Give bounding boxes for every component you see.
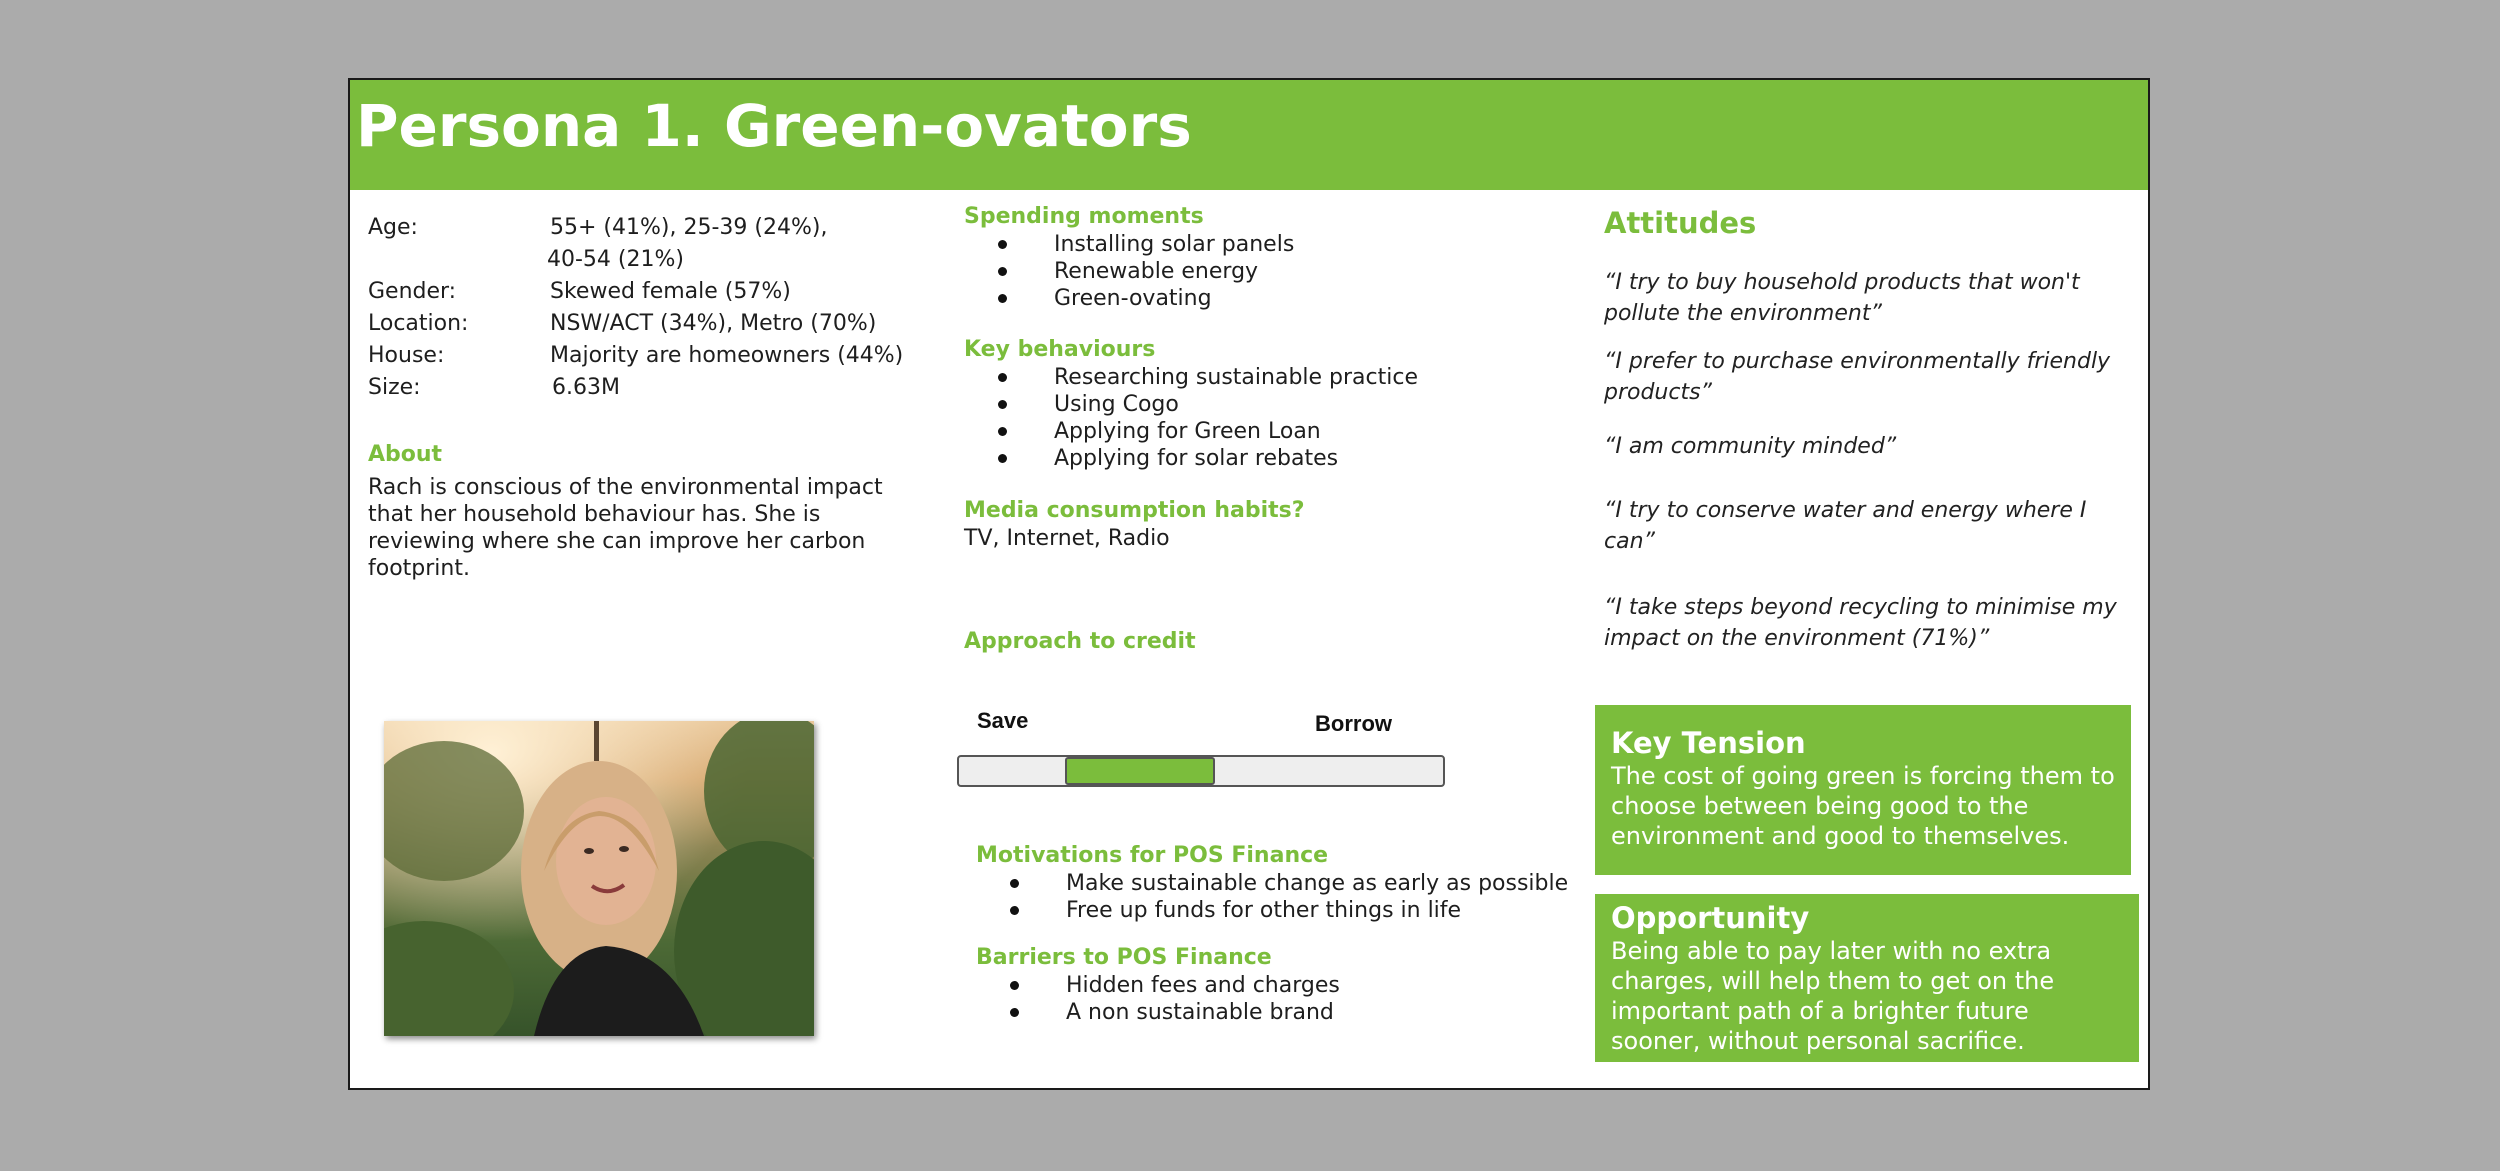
list-item: Make sustainable change as early as possible [976,870,1568,897]
list-item: Renewable energy [964,258,1294,285]
gender-label: Gender: [368,279,457,304]
opportunity-box [1595,894,2139,1062]
list-item: A non sustainable brand [976,999,1340,1026]
persona-photo [384,721,814,1036]
list-item: Researching sustainable practice [964,364,1418,391]
list-item: Free up funds for other things in life [976,897,1568,924]
credit-slider [957,755,1445,787]
motivations-list [976,870,1568,924]
key-tension-box [1595,705,2131,875]
behaviours-list [964,364,1418,472]
borrow-label: Borrow [1315,711,1392,736]
attitudes-heading: Attitudes [1604,206,1757,240]
size-value: 6.63M [552,375,620,400]
media-text: TV, Internet, Radio [964,526,1170,551]
persona-slide [348,78,2150,1090]
age-value-line1: 55+ (41%), 25-39 (24%), [550,215,828,240]
list-item: Using Cogo [964,391,1418,418]
list-item: Green-ovating [964,285,1294,312]
house-value: Majority are homeowners (44%) [550,343,904,368]
age-value-line2: 40-54 (21%) [547,247,684,272]
credit-heading: Approach to credit [964,629,1196,654]
gender-value: Skewed female (57%) [550,279,791,304]
media-heading: Media consumption habits? [964,498,1305,523]
title-bar [350,80,2148,190]
motivations-heading: Motivations for POS Finance [976,843,1329,868]
barriers-heading: Barriers to POS Finance [976,945,1272,970]
age-label: Age: [368,215,418,240]
about-heading: About [368,442,443,467]
page-title: Persona 1. Green-ovators [356,92,1192,160]
size-label: Size: [368,375,421,400]
attitude-quote: “I try to buy household products that won't pollute the environment” [1604,270,2080,326]
location-label: Location: [368,311,469,336]
house-label: House: [368,343,445,368]
location-value: NSW/ACT (34%), Metro (70%) [550,311,877,336]
key-tension-heading: Key Tension [1611,726,1806,760]
list-item: Installing solar panels [964,231,1294,258]
opportunity-heading: Opportunity [1611,901,1810,935]
list-item: Hidden fees and charges [976,972,1340,999]
attitude-quote: “I try to conserve water and energy where I can” [1604,498,2087,554]
credit-slider-fill [1065,757,1215,785]
attitude-quote: “I take steps beyond recycling to minimise my impact on the environment (71%)” [1604,595,2117,651]
attitude-quote: “I prefer to purchase environmentally friendly products” [1604,349,2111,405]
spending-list [964,231,1294,312]
behaviours-heading: Key behaviours [964,337,1156,362]
about-text: Rach is conscious of the environmental impact that her household behaviour has. She is reviewing where she can improve her carbon footprint. [368,475,883,581]
portrait-illustration [384,721,814,1036]
key-tension-text: The cost of going green is forcing them to choose between being good to the environment and good to themselves. [1611,762,2115,850]
barriers-list [976,972,1340,1026]
save-label: Save [977,708,1029,733]
list-item: Applying for Green Loan [964,418,1418,445]
spending-heading: Spending moments [964,204,1204,229]
list-item: Applying for solar rebates [964,445,1418,472]
opportunity-text: Being able to pay later with no extra charges, will help them to get on the important path of a brighter future sooner, without personal sacrifice. [1611,937,2055,1055]
attitude-quote: “I am community minded” [1604,434,1897,459]
